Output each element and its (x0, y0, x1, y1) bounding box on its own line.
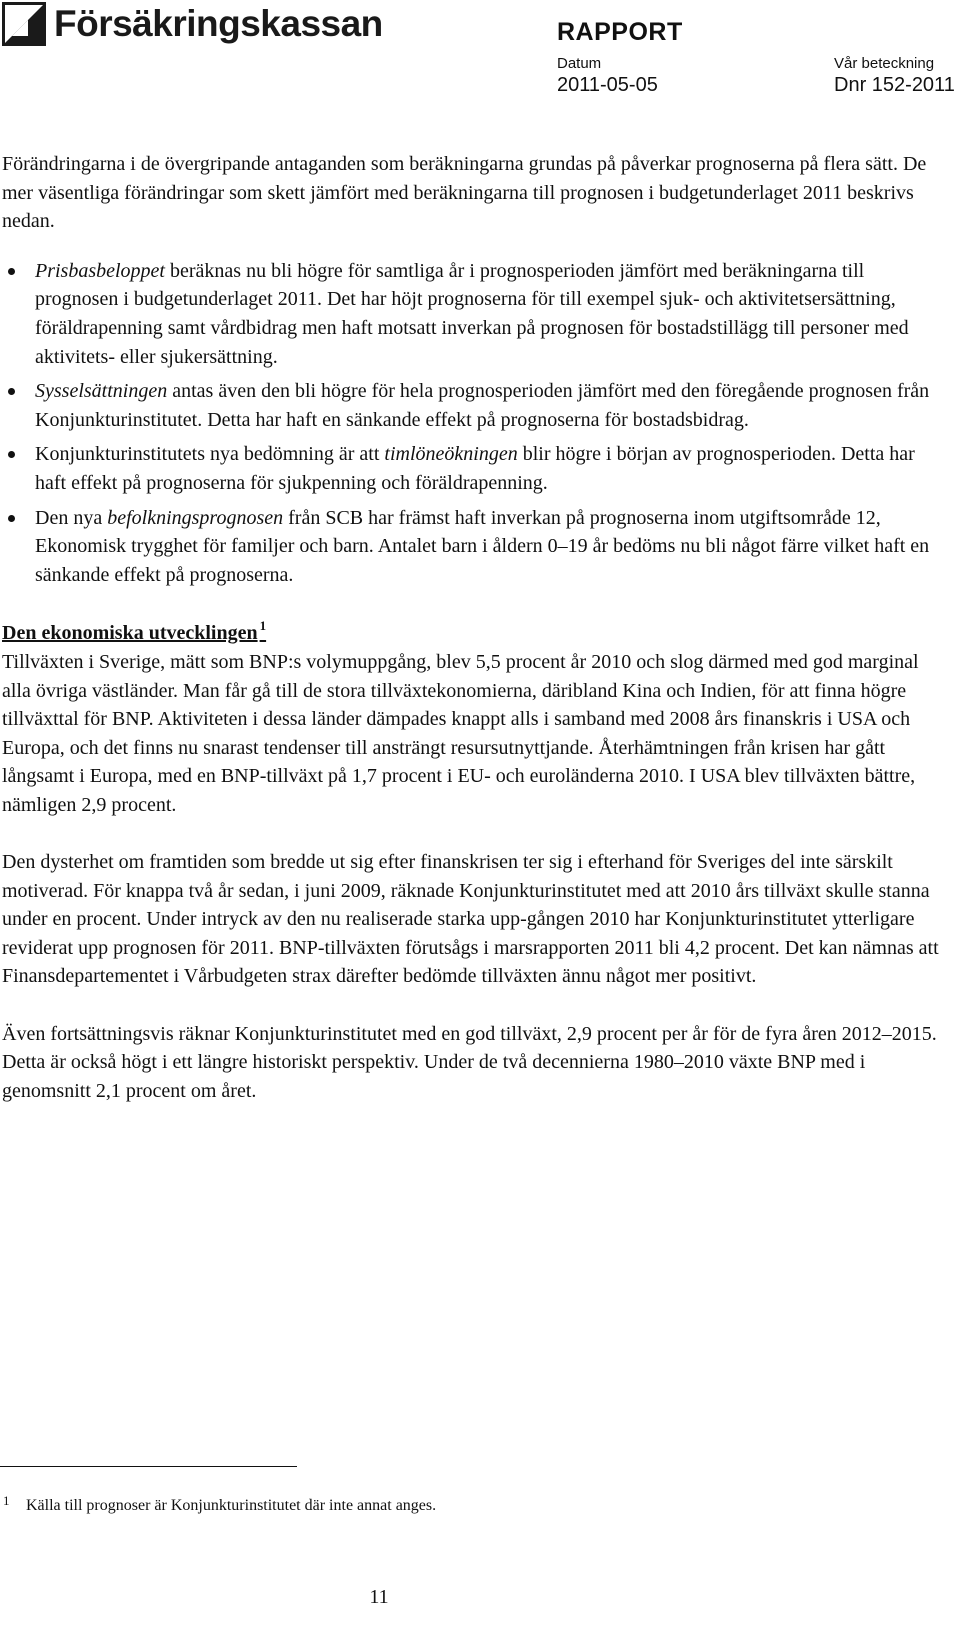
bullet-item: Prisbasbeloppet beräknas nu bli högre för samtliga år i prognosperioden jämfört med beräkningarna till prognosen i budgetunderlaget 2011. Det har höjt prognoserna för till exempel sjuk- och aktivitetsersättning, föräldrapenning samt vårdbidrag men haft motsatt inverkan på prognosen för bostadstillägg till personer med aktivitets- eller sjukersättning. (2, 257, 942, 371)
body-paragraph: Tillväxten i Sverige, mätt som BNP:s volymuppgång, blev 5,5 procent år 2010 och slog därmed med god marginal alla övriga västländer. Man får gå till de stora tillväxtekonomierna, däribland Kina och Indien, för att finna högre tillväxttal för BNP. Aktiviteten i dessa länder dämpades knappt alls i samband med 2008 års finanskris i USA och Europa, och det finns nu snarast tendenser till ansträngt resursutnyttjande. Återhämtningen från krisen har gått långsamt i Europa, med en BNP-tillväxt på 1,7 procent i EU- och euroländerna 2010. I USA blev tillväxten bättre, nämligen 2,9 procent. (2, 650, 919, 816)
bullet-icon (8, 388, 15, 395)
bullet-item: Sysselsättningen antas även den bli högre för hela prognosperioden jämfört med den föregående prognosen från Konjunkturinstitutet. Detta har haft en sänkande effekt på prognoserna för bostadsbidrag. (2, 377, 942, 434)
body-paragraph: Även fortsättningsvis räknar Konjunkturinstitutet med en god tillväxt, 2,9 procent per år för de fyra åren 2012–2015. Detta är också högt i ett längre historiskt perspektiv. Under de två decennierna 1980–2010 växte BNP med i genomsnitt 2,1 procent om året. (2, 1022, 937, 1102)
reference-value: Dnr 152-2011 (834, 74, 955, 96)
footnote-divider (0, 1466, 297, 1467)
bullet-icon (8, 268, 15, 275)
report-body (2, 150, 942, 1105)
footnote-text: Källa till prognoser är Konjunkturinstitutet där inte annat anges. (26, 1497, 437, 1514)
footnote-ref: 1 (259, 618, 267, 634)
bullet-list (2, 257, 942, 590)
body-paragraph: Den dysterhet om framtiden som bredde ut sig efter finanskrisen ter sig i efterhand för Sveriges del inte särskilt motiverad. För knappa två år sedan, i juni 2009, räknade Konjunkturinstitutet med att 2010 års tillväxt skulle stanna under en procent. Under intryck av den nu realiserade starka upp-gången 2010 har Konjunkturinstitutet ytterligare reviderat upp prognosen för 2011. BNP-tillväxten förutsågs i marsrapporten 2011 bli 4,2 procent. Det kan nämnas att Finansdepartementet i Vårbudgeten strax därefter bedömde tillväxten ännu något mer positivt. (2, 851, 939, 988)
org-name: Försäkringskassan (54, 3, 383, 44)
bullet-icon (8, 451, 15, 458)
bullet-item: Konjunkturinstitutets nya bedömning är att timlöneökningen blir högre i början av prognosperioden. Detta har haft effekt på prognoserna för sjukpenning och föräldrapenning. (2, 440, 942, 497)
bullet-item: Den nya befolkningsprognosen från SCB har främst haft inverkan på prognoserna inom utgiftsområde 12, Ekonomisk trygghet för familjer och barn. Antalet barn i åldern 0–19 år bedöms nu bli något färre vilket haft en sänkande effekt på prognoserna. (2, 504, 942, 590)
org-logo (2, 2, 383, 46)
reference-label: Vår beteckning (834, 55, 935, 72)
page-number: 11 (369, 1586, 389, 1608)
intro-paragraph: Förändringarna i de övergripande antaganden som beräkningarna grundas på påverkar prognoserna på flera sätt. De mer väsentliga förändringar som skett jämfört med beräkningarna till prognosen i budgetunderlaget 2011 beskrivs nedan. (2, 153, 927, 233)
date-label: Datum (557, 55, 602, 72)
bullet-term: Prisbasbeloppet (35, 259, 165, 282)
bullet-term: timlöneökningen (384, 443, 518, 466)
forsakringskassan-logo-icon (2, 2, 46, 46)
date-value: 2011-05-05 (557, 74, 658, 96)
doc-type: RAPPORT (557, 18, 683, 46)
bullet-term: befolkningsprognosen (107, 506, 284, 529)
footnote-number: 1 (3, 1493, 10, 1508)
bullet-icon (8, 515, 15, 522)
bullet-term: Sysselsättningen (35, 380, 168, 403)
section-heading: Den ekonomiska utvecklingen $^1$ (2, 618, 267, 645)
